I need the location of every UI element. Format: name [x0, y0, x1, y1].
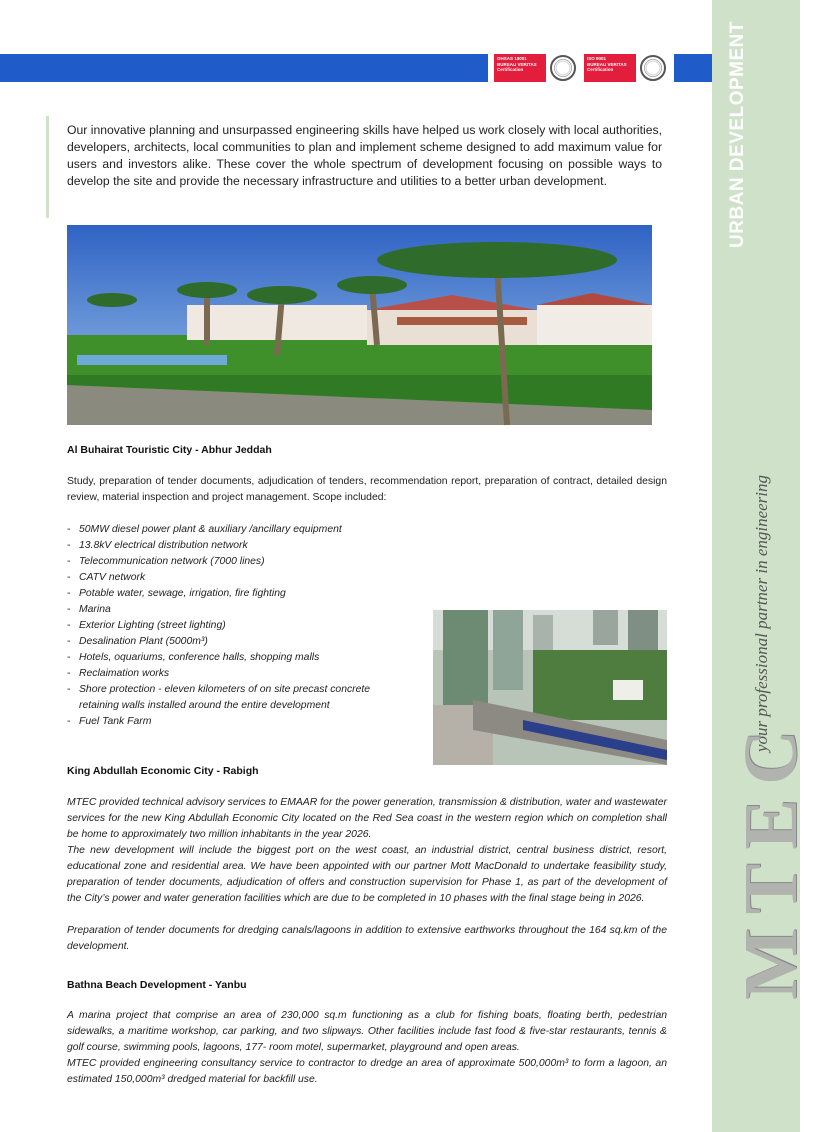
brand-logo: MTEC — [729, 716, 813, 1000]
certification-badges — [488, 52, 674, 84]
cert-line: Certification — [587, 67, 614, 72]
list-item: - Desalination Plant (5000m³) — [67, 634, 407, 650]
list-item: - 13.8kV electrical distribution network — [67, 538, 407, 554]
project-paragraph: A marina project that comprise an area of 230,000 sq.m functioning as a club for fishing boats, floating berth, pedestrian sidewalks, a maritime workshop, car parking, and two slipways. Other facilities include fast food & five-star restaurants, tennis & golf course, swimming pools, lagoons, 177- room motel, supermarket, playground and open areas. — [67, 1010, 667, 1053]
project-paragraph: MTEC provided engineering consultancy service to contractor to dredge an area of approximate 500,000m³ to form a lagoon, an estimated 150,000m³ dredged material for backfill use. — [67, 1058, 667, 1085]
project-description: Study, preparation of tender documents, adjudication of tenders, recommendation report, preparation of contract, detailed design review, material inspection and project management. Scope included: — [67, 476, 667, 503]
ohsas-cert-badge — [494, 53, 576, 83]
company-tagline: your professional partner in engineering — [752, 474, 771, 752]
cert-line: Certification — [497, 67, 524, 72]
iso-cert-badge — [584, 53, 666, 83]
list-item: - Exterior Lighting (street lighting) — [67, 618, 407, 634]
bureau-veritas-seal-icon — [640, 55, 666, 81]
list-item: - Fuel Tank Farm — [67, 714, 407, 730]
city-train-photo — [433, 610, 667, 765]
cert-line: BUREAU VERITAS — [587, 61, 627, 67]
project-paragraph: MTEC provided technical advisory services to EMAAR for the power generation, transmission & distribution, water and wastewater services for the new King Abdullah Economic City located on the Red Sea coast in the western region which on completion shall be home to approximately two million inhabitants in the year 2026. — [67, 797, 667, 840]
list-item: - Hotels, oquariums, conference halls, shopping malls — [67, 650, 407, 666]
project-paragraph: The new development will include the biggest port on the west coast, an industrial district, central business district, resort, educational zone and residential area. We have been appointed with our partner Mott MacDonald to undertake feasibility study, preparation of tender documents, adjudication of offers and construction supervision for Phase 1, as part of the development of the City’s power and water generation facilities which are due to be completed in 10 phases with the final stage being in 2026. — [67, 845, 667, 904]
list-item: - Shore protection - eleven kilometers of on site precast concrete retaining walls installed around the entire development — [67, 682, 409, 714]
list-item: - 50MW diesel power plant & auxiliary /ancillary equipment — [67, 522, 407, 538]
list-item: - Potable water, sewage, irrigation, fire fighting — [67, 586, 407, 602]
cert-line: OHSAS 18001 — [497, 56, 527, 61]
project-title: Al Buhairat Touristic City - Abhur Jeddah — [67, 444, 272, 456]
project-title: Bathna Beach Development - Yanbu — [67, 979, 247, 991]
bureau-veritas-seal-icon — [550, 55, 576, 81]
project-title: King Abdullah Economic City - Rabigh — [67, 765, 259, 777]
scope-list — [67, 522, 407, 730]
resort-photo — [67, 225, 652, 425]
list-item: - Reclaimation works — [67, 666, 407, 682]
cert-line: BUREAU VERITAS — [497, 61, 537, 67]
intro-accent-rule — [46, 116, 49, 218]
list-item: - Telecommunication network (7000 lines) — [67, 554, 407, 570]
intro-paragraph: Our innovative planning and unsurpassed engineering skills have helped us work closely with local authorities, developers, architects, local communities to plan and implement scheme designed to add maximum value for users and investors alike. These cover the whole spectrum of development focusing on possible ways to develop the site and provide the necessary infrastructure and utilities to a better urban development. — [67, 123, 662, 188]
project-paragraph: Preparation of tender documents for dredging canals/lagoons in addition to extensive earthworks throughout the 164 sq.km of the development. — [67, 925, 667, 952]
cert-line: ISO 9001 — [587, 56, 607, 61]
section-title: URBAN DEVELOPMENT — [727, 20, 748, 248]
list-item: - CATV network — [67, 570, 407, 586]
list-item: - Marina — [67, 602, 407, 618]
